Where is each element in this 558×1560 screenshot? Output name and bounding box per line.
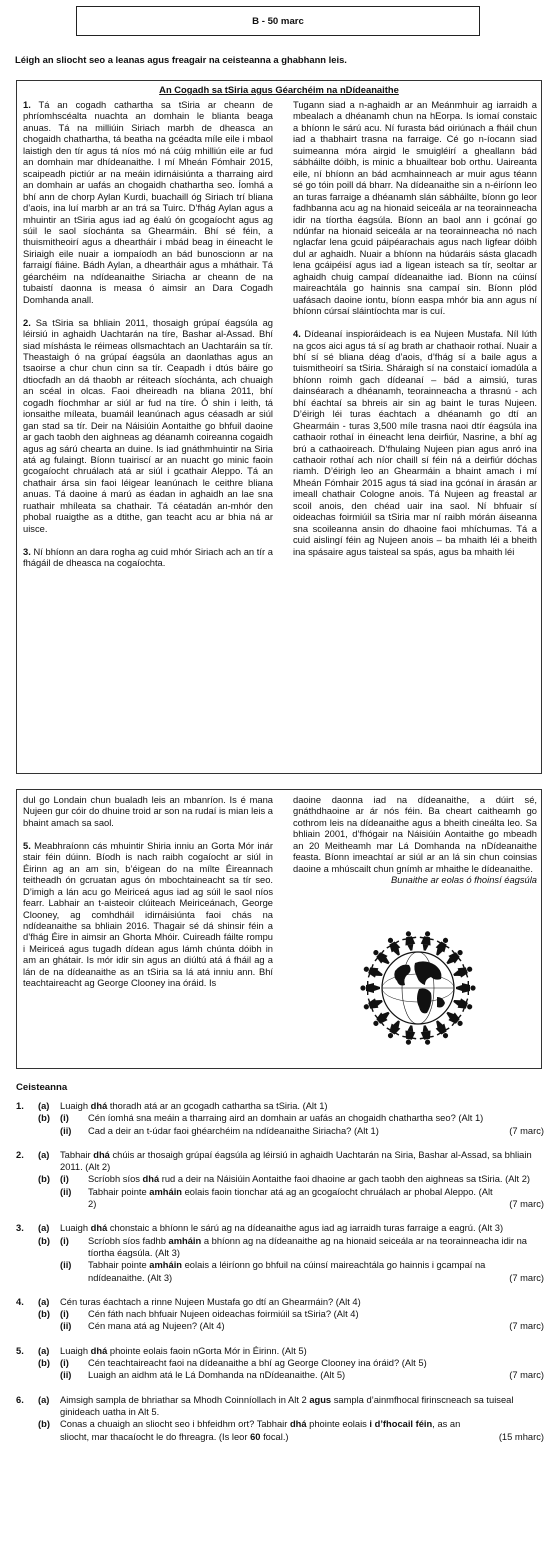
person-figure	[401, 1024, 418, 1045]
question-4: 4. (a) Cén turas éachtach a rinne Nujeen Mustafa go dtí an Ghearmáin? (Alt 4) (b) (i) Cén fáth nach bhfuair Nujeen oideachas foirmiúil sa tSiria? (Alt 4) (ii) Cén mana atá ag Nujeen? (Alt 4) (7 marc)	[16, 1296, 544, 1332]
question-2: 2. (a) Tabhair dhá chúis ar thosaigh grúpaí éagsúla ag léirsiú in aghaidh Uachtarán na Siria, Bashar al-Assad, sa bhliain 2011. (Alt 2) (b) (i) Scríobh síos dhá rud a deir na Náisiúin Aontaithe faoi dhaoine ar gach taobh den aighneas sa tSiria. (Alt 2) (ii) Tabhair pointe amháin eolais faoin tionchar atá ag an gcogaíocht chruálach ar phobal Aleppo. (Alt 2) (7 marc)	[16, 1149, 544, 1210]
article-title: An Cogadh sa tSiria agus Géarchéim na nDídeanaithe	[159, 84, 399, 95]
paragraph-3-start: 3. Ní bhíonn an dara rogha ag cuid mhór Siriach ach an tír a fhágáil de dheasca na cogaíochta.	[23, 546, 273, 569]
person-figure	[431, 935, 453, 959]
questions-list	[16, 1100, 544, 1455]
person-figure	[383, 935, 405, 959]
person-figure	[362, 962, 385, 982]
person-figure	[456, 981, 476, 995]
paragraph-3-continued: Tugann siad a n-aghaidh ar an Meánmhuir ag iarraidh a mbealach a dhéanamh chun na hEorpa. Is iomaí constaic a bhíonn le sárú acu. Ní furasta bád oiriúnach a fháil chun iad a thabhairt trasna na farraige. Cé go n-íocann siad suimeanna móra airgid le smuigléirí a gheallann bád sábháilte dóibh, is minic a bhuailtear bob orthu. Uaireanta eile, ní bhíonn an bád acmhainneach ar muir agus téann sé go tóin poill dá bharr. Na dídeanaithe sin a n-éiríonn leo an turas farraige a dhéanamh slán sábháilte, bíonn go leor fadhbanna acu ag na hionaid seiceála ar na teorainneacha idir na tíortha éagsúla. Bíonn an baol ann i gcónaí go ndúnfar na hionaid seiceála ar na teorainneacha nó nach nglacfar lena gcuid páipéarachais agus nach ligfear dóibh dul ar aghaidh. Nuair a bhíonn na húdaráis sásta glacadh lena gcáipéisí agus iad a ligean isteach sa tír, seoltar ar aghaidh chuig campaí dídeanaithe iad. Bíonn na cúinsí maireachtála go hainnis sna campaí sin. Bíonn plód uafásach daoine iontu, bíonn easpa mhór bia ann agus ní bhíonn cúrsaí sláintíochta mar is cuí.	[293, 100, 537, 317]
question-3: 3. (a) Luaigh dhá chonstaic a bhíonn le sárú ag na dídeanaithe agus iad ag iarraidh turas farraige a eagrú. (Alt 3) (b) (i) Scríobh síos fadhb amháin a bhíonn ag na dídeanaithe ag na hionaid seiceála ar na teorainneacha idir na tíortha éagsúla. (Alt 3) (ii) Tabhair pointe amháin eolais a léiríonn go bhfuil na cúinsí maireachtála go hainnis i gcampaí na ndídeanaithe. (Alt 3) (7 marc)	[16, 1223, 544, 1283]
person-figure	[362, 994, 385, 1014]
section-header-box	[76, 6, 480, 36]
question-6: 6. (a) Aimsigh sampla de bhriathar sa Mhodh Coinníollach in Alt 2 agus sampla d’ainmfhocal firinscneach sa tuiseal ginideach uatha in Alt 5. (b) Conas a chuaigh an sliocht seo i bhfeidhm ort? Tabhair dhá phointe eolais i d’fhocail féin, as an sliocht, mar thacaíocht le do fhreagra. (Is leor 60 focal.) (15 mharc)	[16, 1394, 544, 1442]
person-figure	[451, 994, 474, 1014]
marks: (7 marc)	[509, 1272, 544, 1283]
marks: (7 marc)	[509, 1199, 544, 1210]
paragraph-1: 1. Tá an cogadh cathartha sa tSiria ar cheann de phríomhscéalta nuachta an domhain le blianta beaga anuas. Tá na milliúin Siriach marbh de dheasca an chogaidh chathartha, tá beatha na gcéadta míle eile i mbaol laistigh den tír agus tá níos mó ná cúig mhilliún eile ar fud an domhain mar dhídeanaithe. I mí Mheán Fómhair 2015, scaipeadh pictiúr ar na meáin idirnáisiúnta a tharraing aird an domhain ar uafás an chogaidh chathartha seo. Íomhá a bhí ann de chorp Aylan Kurdi, buachaill óg Siriach trí bliana d’aois, ina luí marbh ar an trá sa Tuirc. D’fhág Aylan agus a mhuintir an tSiria agus iad ag éalú ón gcogaíocht agus ag súil le saol síochánta sa Ghearmáin. Bhí sé féin, a thuismitheoirí agus a dheartháir i mbád beag in éineacht le Siriaigh eile nuair a iompaíodh an bád bunoscionn ar na farraigí fiáine. Bádh Aylan, a dheartháir agus a mháthair. Tá géarchéim na ndídeanaithe Siriacha ar cheann de na tubaistí daonna is measa ó aimsir an Dara Cogadh Domhanda anall.	[23, 100, 273, 305]
article-column-right-2	[293, 795, 537, 887]
paragraph-4-start: 4. Dídeanaí inspioráideach is ea Nujeen Mustafa. Níl lúth na gcos aici agus tá sí ag brath ar chathaoir rothaí. Nuair a bhí sí sé bliana déag d’aois, d’fhág sí a baile agus a tuismitheoirí sa tSiria. Sháraigh sí na constaicí iomadúla a bhíonn roimh gach dídeanaí – bád a aimsiú, turas dainséarach a dhéanamh, teorainneacha a thrasnú - ach bhí éachtaí sa bhreis air sin ag baint le turas Nujeen. D’éirigh léi turas éachtach a dhéanamh go dtí an Ghearmáin - turas 3,500 míle trasna naoi dtír éagsúla ina cathaoir rothaí in éineacht lena deirfiúr, Nasrine, a bhí ag brú a cathaoireach. D’fhulaing Nujeen pian agus anró ina cathaoir rothaí ach níor chaill sí féin ná a deirfiúr dóchas riamh. D’éirigh leo an Ghearmáin a bhaint amach i mí Mheán Fómhair 2015 agus tá siad ina gcónaí in árasán ar imeall chathair Cologne anois. Tá Nujeen ag freastal ar scoil anois, den chéad uair ina saol. Ní bhfuair sí oideachas foirmiúil sa tSiria mar ní raibh mórán áiseanna sna scoileanna ansin do dhaoine faoi mhíchumas. Tá a cuid aislingí féin ag Nujeen anois – ba mhaith léi a bheith ina spásaire agus taisteal sa spás, agus ba mhaith léi	[293, 329, 537, 557]
instruction-text: Léigh an sliocht seo a leanas agus freagair na ceisteanna a ghabhann leis.	[15, 54, 347, 65]
article-column-right	[293, 100, 537, 570]
person-figure	[418, 1024, 435, 1045]
person-figure	[431, 1017, 453, 1041]
paragraph-4-continued: dul go Londain chun bualadh leis an mbanríon. Is é mana Nujeen gur cóir do dhuine troid ar son na rudaí is mian leis a bhaint amach sa saol.	[23, 795, 273, 828]
article-column-left	[23, 100, 273, 581]
marks: (7 marc)	[509, 1125, 544, 1136]
person-figure	[383, 1017, 405, 1041]
paragraph-2: 2. Sa tSiria sa bhliain 2011, thosaigh grúpaí éagsúla ag léirsiú in aghaidh Uachtarán na tíre, Bashar al-Assad. Bhí siad míshásta le réimeas ollsmachtach an Uachtaráin sa tír. Theastaigh ó na grúpaí éagsúla an daonlathas agus an tsaoirse a chur chun cinn sa tír. Ceapadh i dtús báire go dtiocfadh an dá thaobh ar réiteach síochánta, ach chuaigh an scéal in olcas. Faoi dheireadh na bliana 2011, bhí cogadh fíochmhar ar siúl ar fud na tíre. Ó shin i leith, tá ionsaithe míleata, buamáil leanúnach agus céasadh ar siúl gan stad sa tír. Deir na Náisiúin Aontaithe go bhfuil daoine ar gach taobh den aighneas ag déanamh coireanna cogaidh agus ag sárú chearta an duine. Is iad gnáthmhuintir na Siria atá ag fulaingt. Bíonn tuairiscí ar an nuacht go minic faoin gcogaíocht chruálach atá ar siúl i gcathair Aleppo. Tá an chathair ársa sin faoi léigear leanúnach le ceithre bliana anuas. Tá daoine á marú as éadan in aghaidh an lae sna ruathair mhíleata sa chathair. Tá céatadán an-mhór den phobal ruaigthe as a dtithe, gan teacht acu ar bhia ná ar uisce.	[23, 317, 273, 534]
article-box-1	[16, 80, 542, 774]
globe-with-people-icon	[357, 927, 479, 1045]
article-column-left-2	[23, 795, 273, 1001]
marks: (7 marc)	[509, 1321, 544, 1332]
questions-heading: Ceisteanna	[16, 1082, 68, 1093]
paragraph-5: 5. Meabhraíonn cás mhuintir Shiria inniu an Gorta Mór inár stair féin dúinn. Bíodh is nach raibh cogaíocht ar siúl in Éirinn ag an am sin, b’éigean do na mílte Éireannach teitheadh ón gcruatan agus ón mbochtaineacht sa tír seo. D’imigh a lán acu go Meiriceá agus iad ag súil le saol níos fearr. Labhair an t-aisteoir clúiteach Meiriceánach, George Clooney, ag comhdháil idirnáisiúnta faoi chás na ndídeanaithe sa bhliain 2016. Thagair sé dá shinsir féin a d’fhág Éire in aimsir an Ghorta Mhóir. Cuireadh fáilte rompu i Meiriceá agus tugadh dídean agus lámh chúnta dóibh in am an ghátair. Is mór idir sin agus an diúltú atá á fháil ag a lán de na dídeanaithe as an tSiria sa lá atá inniu ann. Bhí teachtaireacht ag George Clooney ina óráid. Is	[23, 840, 273, 989]
article-box-2	[16, 789, 542, 1069]
paragraph-5-continued: daoine daonna iad na dídeanaithe, a dúirt sé, gnáthdhaoine ar ár nós féin. Ba cheart caitheamh go cothrom leis na dídeanaithe agus a bheith cineálta leo. Sa bhliain 2001, d’fhógair na Náisiúin Aontaithe go mbeadh an 20 Meitheamh mar Lá Domhanda na nDídeanaithe feasta. Bíonn imeachtaí ar siúl ar an lá sin chun coinsias daoine a mhúscailt chun gnímh ar mhaithe le dídeanaithe. Bunaithe ar eolas ó fhoinsí éagsúla	[293, 795, 537, 886]
marks: (15 mharc)	[498, 1431, 544, 1442]
person-figure	[418, 930, 435, 952]
person-figure	[360, 981, 380, 995]
person-figure	[401, 930, 418, 952]
question-5: 5. (a) Luaigh dhá phointe eolais faoin nGorta Mór in Éirinn. (Alt 5) (b) (i) Cén teachtaireacht faoi na dídeanaithe a bhí ag George Clooney ina óráid? (Alt 5) (ii) Luaigh an aidhm atá le Lá Domhanda na nDídeanaithe. (Alt 5) (7 marc)	[16, 1345, 544, 1381]
question-1: 1. (a) Luaigh dhá thoradh atá ar an gcogadh cathartha sa tSiria. (Alt 1) (b) (i) Cén íomhá sna meáin a tharraing aird an domhain ar uafás an chogaidh chathartha seo? (Alt 1) (ii) Cad a deir an t-údar faoi ghéarchéim na ndídeanaithe Siriacha? (Alt 1) (7 marc)	[16, 1101, 544, 1136]
marks: (7 marc)	[509, 1370, 544, 1381]
section-title: B - 50 marc	[252, 15, 304, 27]
source-credit: Bunaithe ar eolas ó fhoinsí éagsúla	[391, 875, 537, 886]
person-figure	[451, 962, 474, 982]
